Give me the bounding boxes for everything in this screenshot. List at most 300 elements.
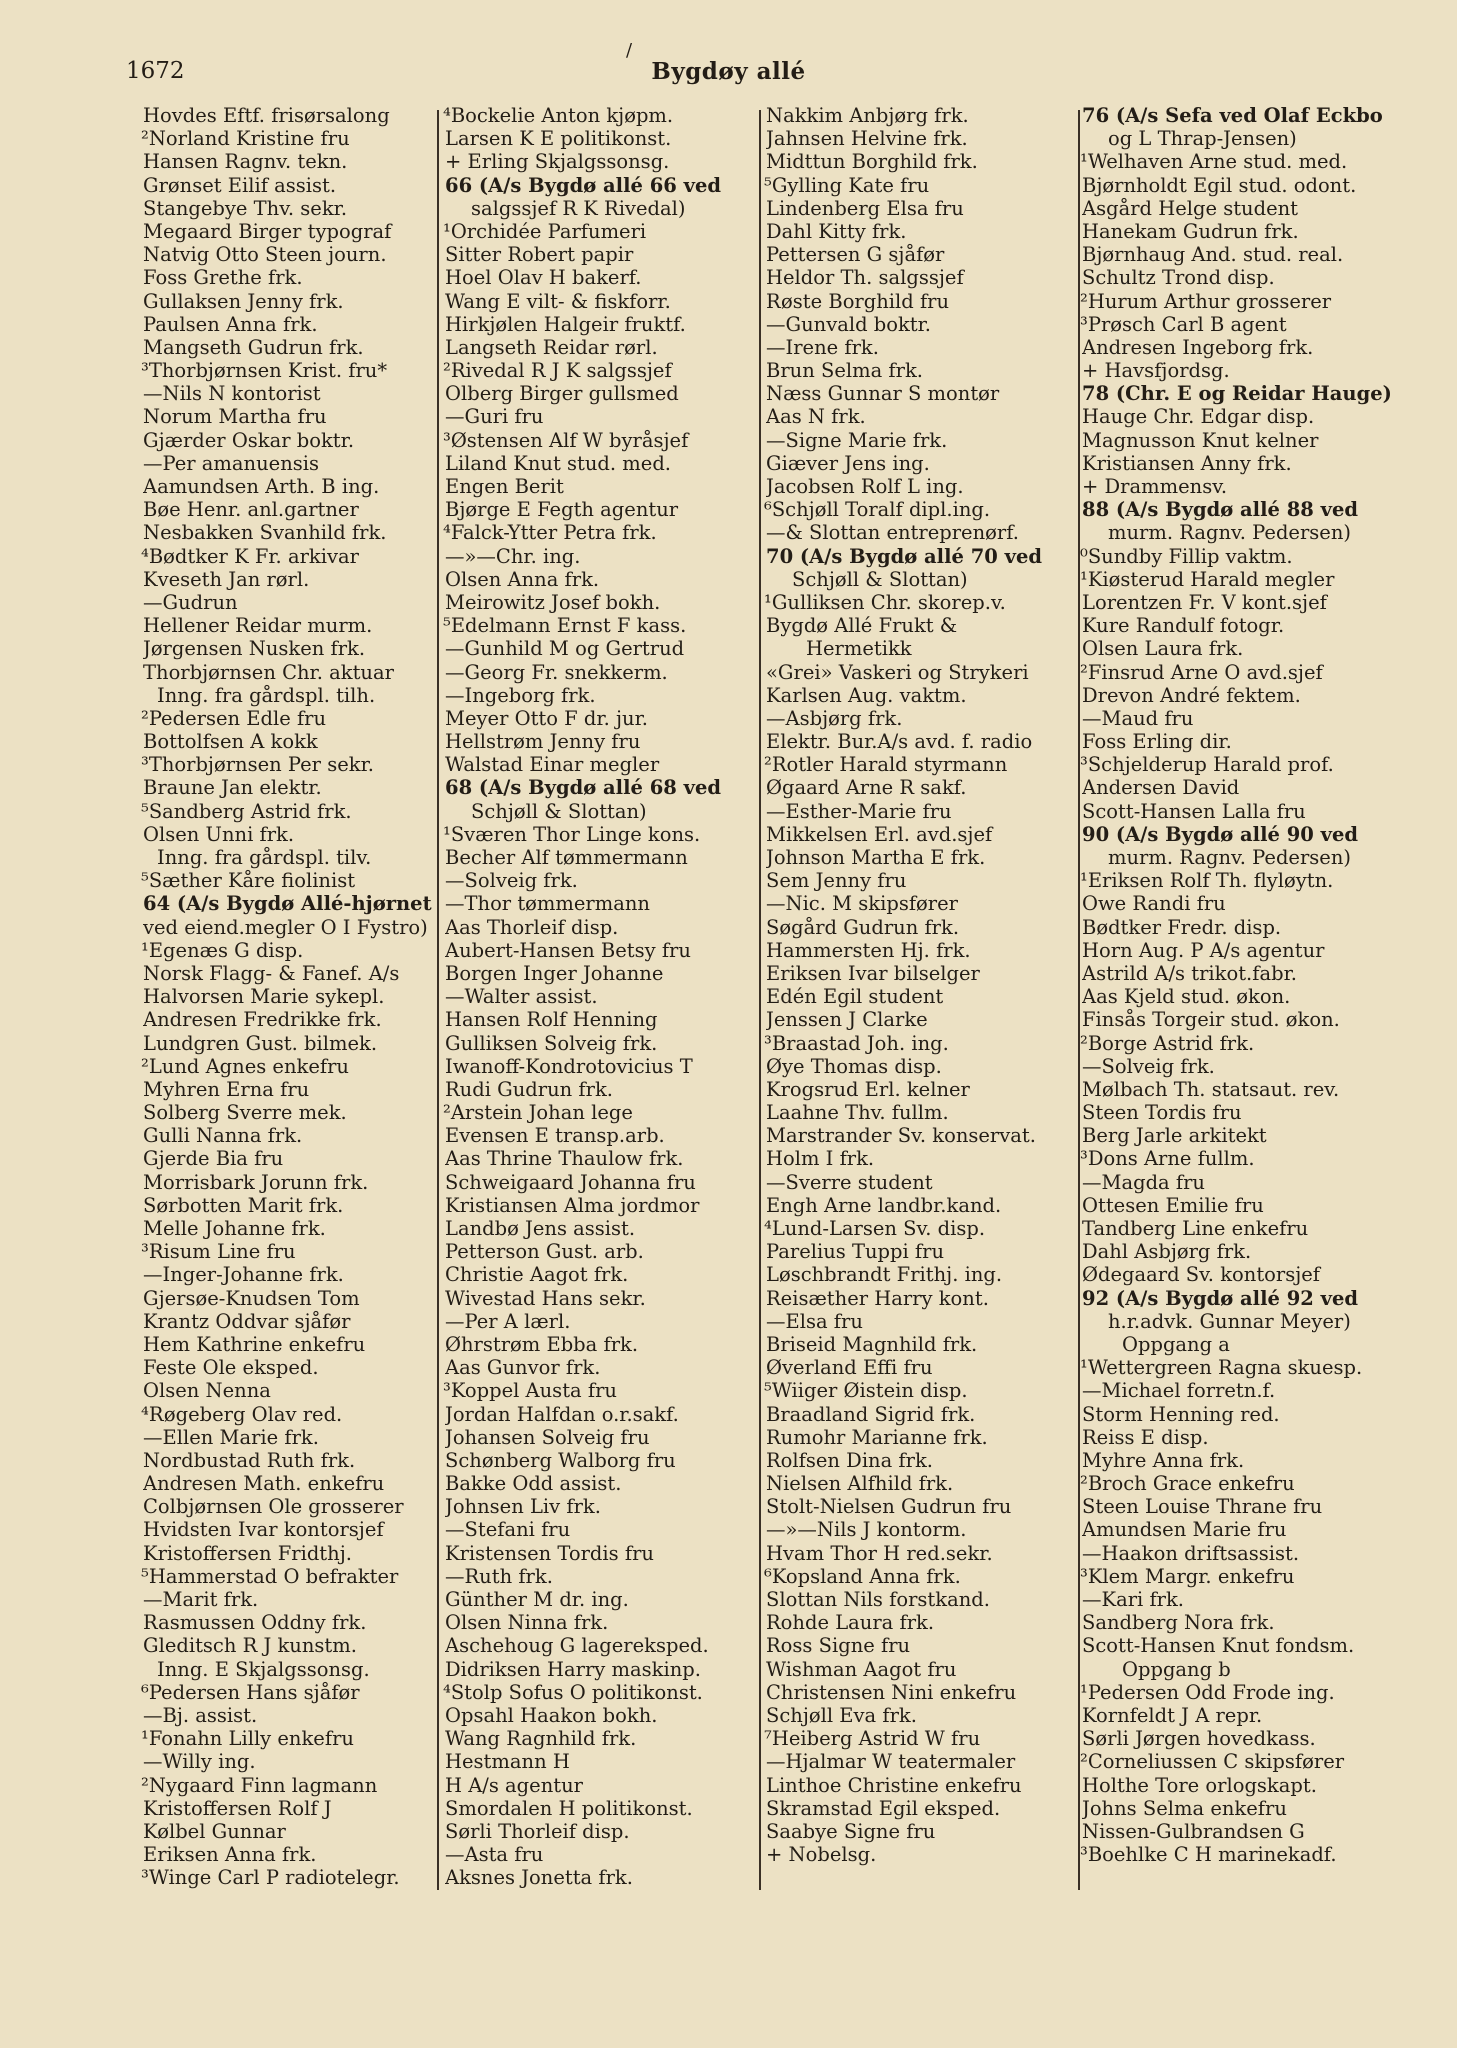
directory-entry: Rumohr Marianne frk. — [766, 1425, 988, 1449]
directory-entry: ³Thorbjørnsen Krist. fru* — [141, 359, 388, 383]
directory-entry: Smordalen H politikonst. — [445, 1796, 693, 1820]
directory-entry: Ottesen Emilie fru — [1082, 1193, 1264, 1217]
directory-entry: Mikkelsen Erl. avd.sjef — [766, 822, 993, 846]
directory-entry: ³Thorbjørnsen Per sekr. — [141, 753, 374, 777]
building-header: 64 (A/s Bygdø Allé-hjørnet — [143, 892, 432, 916]
directory-entry: Sørbotten Marit frk. — [143, 1193, 344, 1217]
directory-entry: Olsen Ninna frk. — [445, 1611, 609, 1635]
building-header: 76 (A/s Sefa ved Olaf Eckbo — [1082, 104, 1383, 127]
directory-entry: Engh Arne landbr.kand. — [766, 1193, 1002, 1217]
directory-entry: ²Rivedal R J K salgssjef — [443, 359, 672, 383]
directory-entry: ⁰Sundby Fillip vaktm. — [1080, 544, 1293, 568]
directory-entry: —Inger-Johanne frk. — [143, 1263, 344, 1287]
directory-entry: Slottan Nils forstkand. — [766, 1588, 990, 1611]
directory-entry: Schjøll Eva frk. — [766, 1703, 917, 1727]
directory-entry: Reiss E disp. — [1082, 1425, 1209, 1449]
directory-entry: Karlsen Aug. vaktm. — [766, 683, 967, 707]
directory-entry: Myhren Erna fru — [143, 1077, 310, 1101]
directory-entry: ⁵Sæther Kåre fiolinist — [141, 869, 356, 893]
directory-entry: —Solveig frk. — [1082, 1054, 1215, 1078]
directory-entry: Wang Ragnhild frk. — [445, 1727, 637, 1751]
directory-entry: Meirowitz Josef bokh. — [445, 590, 661, 614]
directory-entry: Finsås Torgeir stud. økon. — [1082, 1008, 1340, 1032]
directory-entry: Scott-Hansen Lalla fru — [1082, 799, 1306, 823]
directory-entry: Andresen Fredrikke frk. — [143, 1008, 382, 1032]
directory-entry: Colbjørnsen Ole grosserer — [143, 1495, 404, 1519]
directory-entry: Hanekam Gudrun frk. — [1082, 219, 1299, 243]
directory-entry: Wishman Aagot fru — [766, 1657, 957, 1681]
building-header: 90 (A/s Bygdø allé 90 ved — [1082, 822, 1358, 846]
directory-entry: Tandberg Line enkefru — [1082, 1217, 1309, 1240]
directory-entry: Kristiansen Anny frk. — [1082, 451, 1292, 475]
directory-entry: Solberg Sverre mek. — [143, 1101, 347, 1125]
directory-entry: ²Nygaard Finn lagmann — [141, 1773, 378, 1797]
directory-entry: Grønset Eilif assist. — [143, 173, 337, 197]
directory-entry: ³Braastad Joh. ing. — [764, 1031, 949, 1055]
directory-entry: Pettersen G sjåfør — [766, 243, 945, 267]
directory-entry: ⁵Hammerstad O befrakter — [141, 1564, 399, 1588]
directory-entry: Lindenberg Elsa fru — [766, 196, 964, 220]
directory-entry: Aas Thrine Thaulow frk. — [445, 1147, 684, 1171]
directory-entry: murm. Ragnv. Pedersen) — [1108, 846, 1351, 869]
directory-entry: —Walter assist. — [445, 985, 598, 1009]
cross-street: + Drammensv. — [1082, 475, 1228, 498]
directory-column-4 — [1082, 104, 1392, 1866]
directory-entry: —Nils N kontorist — [143, 382, 321, 406]
directory-entry: Braadland Sigrid frk. — [766, 1402, 976, 1426]
directory-entry: Linthoe Christine enkefru — [766, 1773, 1022, 1797]
directory-entry: Parelius Tuppi fru — [766, 1240, 945, 1264]
directory-entry: Langseth Reidar rørl. — [445, 335, 658, 359]
directory-entry: Kristoffersen Fridthj. — [143, 1541, 352, 1565]
directory-entry: Inng. fra gårdspl. tilh. — [157, 683, 376, 707]
directory-entry: Foss Grethe frk. — [143, 266, 303, 290]
directory-entry: Astrild A/s trikot.fabr. — [1082, 961, 1297, 985]
directory-entry: Hvam Thor H red.sekr. — [766, 1541, 993, 1565]
directory-entry: Nielsen Alfhild frk. — [766, 1472, 954, 1496]
directory-entry: ³Schjelderup Harald prof. — [1080, 753, 1334, 777]
directory-entry: —Gunhild M og Gertrud — [445, 637, 685, 661]
directory-entry: Walstad Einar megler — [445, 753, 660, 777]
directory-entry: Foss Erling dir. — [1082, 730, 1232, 754]
directory-entry: —Esther-Marie fru — [766, 799, 952, 823]
building-header: 78 (Chr. E og Reidar Hauge) — [1082, 382, 1392, 406]
directory-entry: Natvig Otto Steen journ. — [143, 243, 387, 267]
building-header: 70 (A/s Bygdø allé 70 ved — [766, 544, 1042, 568]
directory-entry: Marstrander Sv. konservat. — [766, 1124, 1036, 1148]
directory-entry: —Gudrun — [143, 590, 238, 614]
directory-entry: Olsen Anna frk. — [445, 567, 600, 591]
directory-entry: Steen Louise Thrane fru — [1082, 1495, 1323, 1519]
directory-entry: ⁵Sandberg Astrid frk. — [141, 799, 352, 823]
directory-entry: Sem Jenny fru — [766, 869, 907, 893]
directory-entry: Aas Kjeld stud. økon. — [1082, 985, 1291, 1009]
directory-entry: Saabye Signe fru — [766, 1819, 936, 1843]
directory-entry: Horn Aug. P A/s agentur — [1082, 938, 1325, 962]
directory-entry: —Irene frk. — [766, 335, 879, 359]
directory-entry: ⁶Pedersen Hans sjåfør — [141, 1680, 360, 1704]
directory-entry: Gulli Nanna frk. — [143, 1124, 303, 1148]
directory-entry: Nakkim Anbjørg frk. — [766, 104, 969, 127]
directory-entry: Giæver Jens ing. — [766, 451, 930, 475]
directory-entry: —Solveig frk. — [445, 869, 578, 893]
directory-entry: Lorentzen Fr. V kont.sjef — [1082, 590, 1327, 614]
directory-entry: Thorbjørnsen Chr. aktuar — [143, 660, 394, 684]
directory-entry: Megaard Birger typograf — [143, 219, 392, 243]
directory-entry: Aas Gunvor frk. — [445, 1356, 601, 1380]
directory-entry: Krogsrud Erl. kelner — [766, 1077, 970, 1101]
directory-entry: ²Hurum Arthur grosserer — [1080, 289, 1332, 313]
directory-entry: Kveseth Jan rørl. — [143, 567, 310, 591]
directory-entry: Hovdes Eftf. frisørsalong — [143, 104, 390, 127]
directory-entry: ¹Fonahn Lilly enkefru — [141, 1727, 354, 1751]
directory-entry: Skramstad Egil eksped. — [766, 1796, 1001, 1820]
directory-entry: Becher Alf tømmermann — [445, 846, 688, 869]
directory-entry: ²Norland Kristine fru — [141, 127, 350, 151]
directory-entry: —Michael forretn.f. — [1082, 1379, 1276, 1403]
directory-entry: ²Finsrud Arne O avd.sjef — [1080, 660, 1323, 684]
building-header: 92 (A/s Bygdø allé 92 ved — [1082, 1286, 1358, 1310]
directory-entry: —Nic. M skipsfører — [766, 892, 958, 916]
directory-entry: ¹Kiøsterud Harald megler — [1080, 567, 1335, 591]
directory-entry: Kornfeldt J A repr. — [1082, 1703, 1263, 1727]
directory-entry: Borgen Inger Johanne — [445, 961, 664, 985]
directory-entry: ¹Gulliksen Chr. skorep.v. — [764, 590, 1006, 614]
directory-entry: Jenssen J Clarke — [766, 1008, 928, 1032]
directory-entry: Hermetikk — [806, 637, 912, 661]
directory-entry: Bødtker Fredr. disp. — [1082, 915, 1282, 939]
directory-entry: Gjærder Oskar boktr. — [143, 428, 355, 452]
directory-entry: —& Slottan entreprenørf. — [766, 521, 1019, 545]
directory-entry: Melle Johanne frk. — [143, 1217, 326, 1240]
directory-entry: Myhre Anna frk. — [1082, 1448, 1245, 1472]
directory-entry: Dahl Kitty frk. — [766, 219, 907, 243]
directory-entry: Aamundsen Arth. B ing. — [143, 475, 380, 498]
directory-entry: Bjørnhaug And. stud. real. — [1082, 243, 1344, 267]
directory-entry: —Signe Marie frk. — [766, 428, 948, 452]
directory-entry: Andresen Ingeborg frk. — [1082, 335, 1314, 359]
directory-entry: og L Thrap-Jensen) — [1108, 127, 1297, 151]
directory-entry: Mangseth Gudrun frk. — [143, 335, 364, 359]
directory-entry: —Willy ing. — [143, 1750, 256, 1774]
building-header: 68 (A/s Bygdø allé 68 ved — [445, 776, 721, 800]
directory-entry: —Maud fru — [1082, 706, 1194, 730]
directory-column-3 — [766, 104, 1081, 1866]
entrance-heading: Oppgang b — [1122, 1657, 1231, 1681]
directory-entry: Nordbustad Ruth frk. — [143, 1448, 356, 1472]
directory-entry: ³Boehlke C H marinekadf. — [1080, 1843, 1337, 1867]
cross-street: + Nobelsg. — [766, 1843, 877, 1867]
directory-entry: Heldor Th. salgssjef — [766, 266, 964, 290]
directory-entry: Iwanoff-Kondrotovicius T — [445, 1054, 693, 1078]
page-number: 1672 — [126, 58, 185, 84]
directory-entry: —Kari frk. — [1082, 1588, 1185, 1611]
directory-entry: Øye Thomas disp. — [766, 1054, 942, 1078]
directory-entry: ²Corneliussen C skipsfører — [1080, 1750, 1345, 1774]
directory-entry: Jørgensen Nusken frk. — [143, 637, 366, 661]
directory-entry: ¹Wettergreen Ragna skuesp. — [1080, 1356, 1363, 1380]
directory-entry: —Per A lærl. — [445, 1309, 571, 1333]
directory-entry: —Marit frk. — [143, 1588, 259, 1611]
directory-entry: ⁷Heiberg Astrid W fru — [764, 1727, 981, 1751]
directory-entry: —Ruth frk. — [445, 1564, 553, 1588]
directory-entry: Gullaksen Jenny frk. — [143, 289, 344, 313]
directory-entry: Asgård Helge student — [1082, 196, 1299, 220]
directory-entry: Aas Thorleif disp. — [445, 915, 619, 939]
directory-entry: Storm Henning red. — [1082, 1402, 1280, 1426]
directory-entry: Didriksen Harry maskinp. — [445, 1657, 701, 1681]
directory-entry: ¹Sværen Thor Linge kons. — [443, 822, 701, 846]
directory-entry: —Per amanuensis — [143, 451, 320, 475]
directory-entry: Halvorsen Marie sykepl. — [143, 985, 385, 1009]
directory-entry: Morrisbark Jorunn frk. — [143, 1170, 369, 1194]
directory-entry: —Thor tømmermann — [445, 892, 650, 916]
directory-entry: Jordan Halfdan o.r.sakf. — [445, 1402, 679, 1426]
directory-entry: Øgaard Arne R sakf. — [766, 776, 967, 800]
directory-entry: —Sverre student — [766, 1170, 933, 1194]
directory-entry: Aschehoug G lagereksped. — [445, 1634, 709, 1658]
directory-entry: Wang E vilt- & fiskforr. — [445, 289, 671, 313]
directory-entry: Feste Ole eksped. — [143, 1356, 319, 1380]
directory-entry: Hansen Rolf Henning — [445, 1008, 658, 1032]
directory-entry: ³Winge Carl P radiotelegr. — [141, 1866, 400, 1890]
directory-entry: Søgård Gudrun frk. — [766, 915, 960, 939]
directory-entry: Lundgren Gust. bilmek. — [143, 1031, 378, 1055]
directory-column-1 — [143, 104, 439, 1889]
directory-entry: ³Klem Margr. enkefru — [1080, 1564, 1295, 1588]
directory-entry: Schultz Trond disp. — [1082, 266, 1275, 290]
directory-entry: Sørli Thorleif disp. — [445, 1819, 630, 1843]
directory-entry: Gleditsch R J kunstm. — [143, 1634, 357, 1658]
directory-entry: salgssjef R K Rivedal) — [471, 196, 686, 220]
directory-entry: ⁵Wiiger Øistein disp. — [764, 1379, 968, 1403]
directory-entry: Aubert-Hansen Betsy fru — [445, 938, 691, 962]
directory-entry: —Magda fru — [1082, 1170, 1205, 1194]
directory-entry: —Asta fru — [445, 1843, 544, 1867]
directory-entry: Paulsen Anna frk. — [143, 312, 318, 336]
directory-entry: Edén Egil student — [766, 985, 944, 1009]
directory-entry: Dahl Asbjørg frk. — [1082, 1240, 1252, 1264]
directory-entry: «Grei» Vaskeri og Strykeri — [766, 660, 1029, 684]
directory-entry: Eriksen Ivar bilselger — [766, 961, 980, 985]
directory-entry: Bygdø Allé Frukt & — [766, 614, 958, 638]
directory-entry: —Ellen Marie frk. — [143, 1425, 319, 1449]
directory-entry: Andresen Math. enkefru — [143, 1472, 385, 1496]
directory-entry: ²Arstein Johan lege — [443, 1101, 633, 1125]
directory-entry: ²Broch Grace enkefru — [1080, 1472, 1295, 1496]
directory-entry: Nissen-Gulbrandsen G — [1082, 1819, 1305, 1843]
directory-entry: Hansen Ragnv. tekn. — [143, 150, 348, 174]
directory-entry: Berg Jarle arkitekt — [1082, 1124, 1267, 1148]
directory-entry: Drevon André fektem. — [1082, 683, 1301, 707]
directory-entry: Liland Knut stud. med. — [445, 451, 672, 475]
directory-entry: Bakke Odd assist. — [445, 1472, 622, 1496]
directory-entry: Rudi Gudrun frk. — [445, 1077, 613, 1101]
directory-entry: Sitter Robert papir — [445, 243, 634, 267]
directory-entry: Ødegaard Sv. kontorsjef — [1082, 1263, 1321, 1287]
directory-entry: —Asbjørg frk. — [766, 706, 903, 730]
directory-entry: Braune Jan elektr. — [143, 776, 322, 800]
directory-entry: Bjørnholdt Egil stud. odont. — [1082, 173, 1357, 197]
directory-entry: Bjørge E Fegth agentur — [445, 498, 679, 522]
directory-entry: ³Prøsch Carl B agent — [1080, 312, 1287, 336]
directory-entry: Magnusson Knut kelner — [1082, 428, 1319, 452]
directory-entry: Evensen E transp.arb. — [445, 1124, 665, 1148]
directory-entry: ⁴Bockelie Anton kjøpm. — [443, 104, 674, 127]
directory-entry: Andersen David — [1082, 776, 1240, 800]
directory-entry: Holm I frk. — [766, 1147, 875, 1171]
directory-entry: Hellstrøm Jenny fru — [445, 730, 641, 754]
directory-entry: Günther M dr. ing. — [445, 1588, 629, 1611]
directory-entry: ⁴Lund-Larsen Sv. disp. — [764, 1217, 986, 1240]
directory-entry: Schjøll & Slottan) — [792, 567, 968, 591]
directory-entry: ¹Welhaven Arne stud. med. — [1080, 150, 1348, 174]
page-mark: / — [626, 40, 633, 61]
directory-entry: Hammersten Hj. frk. — [766, 938, 971, 962]
directory-entry: ved eiend.megler O I Fystro) — [143, 915, 428, 939]
directory-entry: Hoel Olav H bakerf. — [445, 266, 642, 290]
directory-entry: H A/s agentur — [445, 1773, 583, 1797]
directory-entry: Krantz Oddvar sjåfør — [143, 1309, 351, 1333]
directory-entry: Nesbakken Svanhild frk. — [143, 521, 387, 545]
directory-entry: Midttun Borghild frk. — [766, 150, 978, 174]
directory-entry: Ross Signe fru — [766, 1634, 911, 1658]
cross-street: + Havsfjordsg. — [1082, 359, 1230, 383]
directory-entry: ⁵Edelmann Ernst F kass. — [443, 614, 687, 638]
directory-entry: —Bj. assist. — [143, 1703, 258, 1727]
directory-entry: h.r.advk. Gunnar Meyer) — [1108, 1309, 1351, 1333]
directory-entry: Owe Randi fru — [1082, 892, 1226, 916]
directory-entry: —»—Chr. ing. — [445, 544, 581, 568]
directory-entry: Rasmussen Oddny frk. — [143, 1611, 367, 1635]
directory-entry: Laahne Thv. fullm. — [766, 1101, 949, 1125]
directory-entry: Meyer Otto F dr. jur. — [445, 706, 648, 730]
directory-entry: Hauge Chr. Edgar disp. — [1082, 405, 1315, 429]
directory-entry: Schweigaard Johanna fru — [445, 1170, 696, 1194]
directory-entry: Scott-Hansen Knut fondsm. — [1082, 1634, 1355, 1658]
directory-entry: Norsk Flagg- & Fanef. A/s — [143, 961, 400, 985]
directory-entry: —Elsa fru — [766, 1309, 863, 1333]
directory-entry: Reisæther Harry kont. — [766, 1286, 989, 1310]
directory-entry: Olberg Birger gullsmed — [445, 382, 679, 406]
directory-entry: Norum Martha fru — [143, 405, 327, 429]
directory-entry: Amundsen Marie fru — [1082, 1518, 1287, 1542]
directory-entry: Petterson Gust. arb. — [445, 1240, 644, 1264]
directory-entry: Aas N frk. — [766, 405, 866, 429]
directory-entry: Hem Kathrine enkefru — [143, 1332, 366, 1356]
directory-entry: Engen Berit — [445, 475, 564, 498]
directory-entry: ¹Eriksen Rolf Th. flyløytn. — [1080, 869, 1334, 893]
directory-entry: ⁴Falck-Ytter Petra frk. — [443, 521, 657, 545]
directory-entry: Schønberg Walborg fru — [445, 1448, 676, 1472]
directory-entry: ²Lund Agnes enkefru — [141, 1054, 349, 1078]
directory-entry: Jacobsen Rolf L ing. — [766, 475, 964, 498]
directory-entry: Hirkjølen Halgeir fruktf. — [445, 312, 686, 336]
cross-street: + Erling Skjalgssonsg. — [445, 150, 670, 174]
directory-entry: —Hjalmar W teatermaler — [766, 1750, 1016, 1774]
directory-entry: Kristensen Tordis fru — [445, 1541, 654, 1565]
directory-entry: Christie Aagot frk. — [445, 1263, 629, 1287]
directory-entry: Brun Selma frk. — [766, 359, 923, 383]
directory-entry: Øhrstrøm Ebba frk. — [445, 1332, 639, 1356]
directory-entry: Gulliksen Solveig frk. — [445, 1031, 658, 1055]
directory-entry: Sandberg Nora frk. — [1082, 1611, 1275, 1635]
directory-entry: Holthe Tore orlogskapt. — [1082, 1773, 1317, 1797]
directory-entry: ³Dons Arne fullm. — [1080, 1147, 1255, 1171]
directory-entry: ¹Orchidée Parfumeri — [443, 219, 647, 243]
directory-entry: Inng. fra gårdspl. tilv. — [157, 846, 372, 869]
directory-entry: Elektr. Bur.A/s avd. f. radio — [766, 730, 1033, 754]
directory-entry: Øverland Effi fru — [766, 1356, 933, 1380]
building-header: 88 (A/s Bygdø allé 88 ved — [1082, 498, 1358, 522]
directory-entry: Christensen Nini enkefru — [766, 1680, 1017, 1704]
directory-entry: ³Risum Line fru — [141, 1240, 296, 1264]
directory-entry: Rolfsen Dina frk. — [766, 1448, 933, 1472]
directory-entry: Aksnes Jonetta frk. — [445, 1866, 633, 1890]
directory-entry: Mølbach Th. statsaut. rev. — [1082, 1077, 1340, 1101]
directory-entry: Schjøll & Slottan) — [471, 799, 647, 823]
directory-entry: Landbø Jens assist. — [445, 1217, 636, 1240]
directory-entry: —»—Nils J kontorm. — [766, 1518, 967, 1542]
directory-entry: ⁶Kopsland Anna frk. — [764, 1564, 961, 1588]
directory-entry: Rohde Laura frk. — [766, 1611, 935, 1635]
directory-entry: Sørli Jørgen hovedkass. — [1082, 1727, 1316, 1751]
directory-entry: ²Pedersen Edle fru — [141, 706, 327, 730]
directory-entry: Inng. E Skjalgssonsg. — [157, 1657, 370, 1681]
directory-entry: —Ingeborg frk. — [445, 683, 596, 707]
directory-entry: Kure Randulf fotogr. — [1082, 614, 1285, 638]
directory-entry: Kølbel Gunnar — [143, 1819, 286, 1843]
directory-entry: —Guri fru — [445, 405, 544, 429]
directory-entry: Bøe Henr. anl.gartner — [143, 498, 359, 522]
directory-entry: ⁵Gylling Kate fru — [764, 173, 930, 197]
directory-entry: ¹Pedersen Odd Frode ing. — [1080, 1680, 1335, 1704]
directory-entry: Hvidsten Ivar kontorsjef — [143, 1518, 384, 1542]
directory-entry: Gjerde Bia fru — [143, 1147, 284, 1171]
directory-entry: ²Borge Astrid frk. — [1080, 1031, 1255, 1055]
directory-entry: —Gunvald boktr. — [766, 312, 932, 336]
directory-entry: ²Rotler Harald styrmann — [764, 753, 1008, 777]
directory-entry: Johns Selma enkefru — [1082, 1796, 1287, 1820]
directory-entry: —Georg Fr. snekkerm. — [445, 660, 668, 684]
directory-entry: ¹Egenæs G disp. — [141, 938, 304, 962]
directory-entry: ⁴Bødtker K Fr. arkivar — [141, 544, 359, 568]
directory-entry: Eriksen Anna frk. — [143, 1843, 317, 1867]
directory-entry: Gjersøe-Knudsen Tom — [143, 1286, 360, 1310]
directory-entry: —Haakon driftsassist. — [1082, 1541, 1300, 1565]
directory-entry: Johnsen Liv frk. — [445, 1495, 601, 1519]
directory-entry: Johansen Solveig fru — [445, 1425, 650, 1449]
directory-entry: ³Koppel Austa fru — [443, 1379, 617, 1403]
directory-entry: Steen Tordis fru — [1082, 1101, 1242, 1125]
directory-column-2 — [445, 104, 760, 1889]
directory-entry: —Stefani fru — [445, 1518, 571, 1542]
directory-entry: murm. Ragnv. Pedersen) — [1108, 521, 1351, 545]
directory-entry: Briseid Magnhild frk. — [766, 1332, 978, 1356]
entrance-heading: Oppgang a — [1122, 1332, 1230, 1356]
directory-entry: Wivestad Hans sekr. — [445, 1286, 646, 1310]
directory-entry: Næss Gunnar S montør — [766, 382, 1000, 406]
building-header: 66 (A/s Bygdø allé 66 ved — [445, 173, 721, 197]
directory-entry: Røste Borghild fru — [766, 289, 950, 313]
directory-entry: Hellener Reidar murm. — [143, 614, 373, 638]
directory-entry: Larsen K E politikonst. — [445, 127, 672, 151]
directory-entry: Stolt-Nielsen Gudrun fru — [766, 1495, 1012, 1519]
directory-entry: Johnson Martha E frk. — [766, 846, 986, 869]
directory-entry: Olsen Unni frk. — [143, 822, 295, 846]
directory-entry: Jahnsen Helvine frk. — [766, 127, 968, 151]
directory-entry: Olsen Nenna — [143, 1379, 271, 1403]
